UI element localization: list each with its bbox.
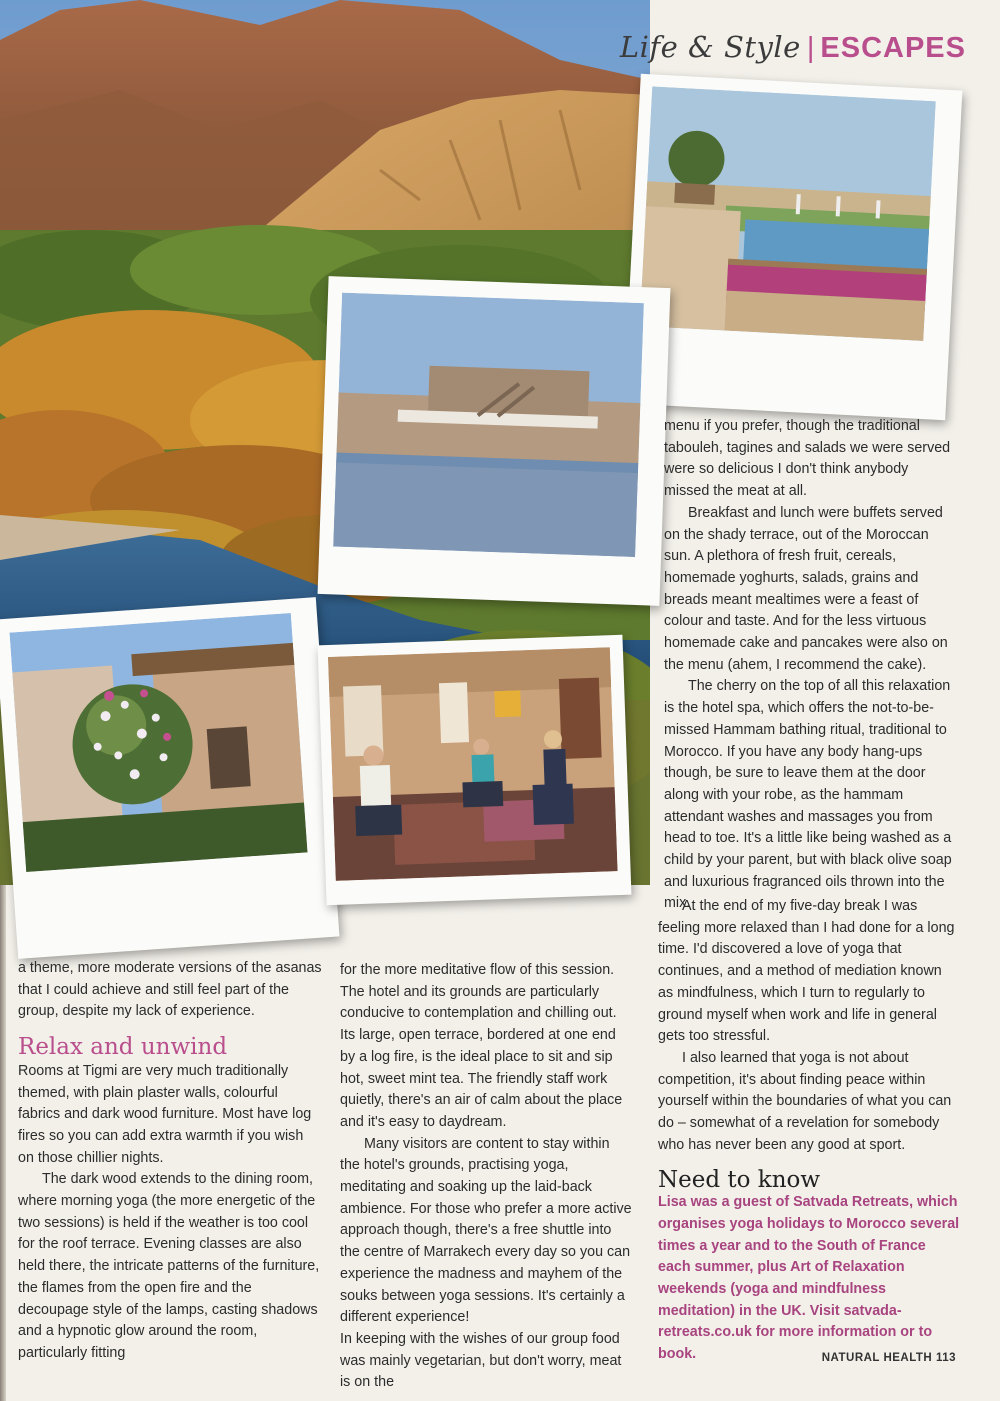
bougainvillea-polaroid [0, 597, 339, 959]
body-paragraph: for the more meditative flow of this session. The hotel and its grounds are particularly conducive to contemplation and chilling out. Its large, open terrace, bordered at one end by a log fire, is the ideal place to sit and sip hot, sweet mint tea. The friendly staff work quietly, there's an air of calm about the place and it's easy to daydream. [340, 962, 623, 1130]
rooftop-pool-photo [333, 293, 644, 557]
page-number: 113 [935, 1352, 956, 1364]
article-column-3 [664, 416, 954, 915]
body-paragraph: Many visitors are content to stay within the hotel's grounds, practising yoga, meditating and soaking up the laid-back ambience. For those who prefer a more active approach though, there's a free shuttle into the centre of Marrakech every day so you can experience the madness and mayhem of the souks between yoga sessions. It's certainly a different experience! [340, 1135, 632, 1326]
body-paragraph: Rooms at Tigmi are very much traditionally themed, with plain plaster walls, colourful fabrics and dark wood furniture. Most have log fires so you can add extra warmth if you wish on those chillier nights. [18, 1062, 312, 1166]
header-separator: | [806, 32, 815, 64]
body-paragraph: The dark wood extends to the dining room, where morning yoga (the more energetic of the two sessions) is held if the weather is too cool for the roof terrace. Evening classes are also held there, the intricate patterns of the furniture, the flames from the open fire and the decoupage style of the lamps, casting shadows and a hypnotic glow around the room, particularly fitting [18, 1171, 320, 1361]
body-paragraph: The cherry on the top of all this relaxation is the hotel spa, which offers the not-to-be-missed Hammam bathing ritual, traditional to Morocco. If you have any body hang-ups though, be sure to leave them at the door along with your robe, as the hammam attendant washes and massages you from head to toe. It's a little like being washed as a child by your parent, but with black olive soap and luxurious fragranced oils thrown into the mix. [664, 678, 952, 912]
magazine-name: NATURAL HEALTH [821, 1352, 933, 1364]
pool-terrace-polaroid [624, 74, 963, 420]
body-paragraph: menu if you prefer, though the traditional tabouleh, tagines and salads we were served were so delicious I don't think anybody missed the meat at all. [664, 418, 951, 500]
article-column-3-lower [658, 896, 960, 1366]
need-to-know-text: Lisa was a guest of Satvada Retreats, which organises yoga holidays to Morocco several times a year and to the South of France each summer, plus Art of Relaxation weekends (yoga and mindfulness meditation) in the UK. Visit satvada-retreats.co.uk for more information or to book. [658, 1194, 960, 1363]
yoga-room-polaroid [318, 635, 632, 905]
body-paragraph: In keeping with the wishes of our group food was mainly vegetarian, but don't worry, meat is on the [340, 1330, 622, 1391]
page-footer [822, 1352, 956, 1364]
yoga-room-photo [328, 647, 618, 881]
section-header [620, 30, 966, 65]
pool-terrace-photo [640, 86, 936, 341]
body-paragraph: I also learned that yoga is not about competition, it's about finding peace within yourself within the boundaries of what you can do – somewhat of a revelation for somebody who has never been any good at sport. [658, 1049, 952, 1153]
article-column-2 [340, 960, 632, 1394]
subheading-relax: Relax and unwind [18, 1034, 228, 1061]
rooftop-pool-polaroid [318, 276, 671, 606]
section-name: Life & Style [619, 30, 801, 64]
body-paragraph: Breakfast and lunch were buffets served on the shady terrace, out of the Moroccan sun. A plethora of fresh fruit, cereals, homemade yoghurts, salads, grains and breads meant mealtimes were a feast of colour and taste. And for the less virtuous homemade cake and pancakes were also on the menu (ahem, I recommend the cake). [664, 504, 948, 673]
body-paragraph: a theme, more moderate versions of the asanas that I could achieve and still feel part of the group, despite my lack of experience. [18, 960, 322, 1020]
body-paragraph: At the end of my five-day break I was feeling more relaxed than I had done for a long time. I'd discovered a love of yoga that continues, and a method of mediation known as mindfulness, which I turn to regularly to ground myself when work and life in general gets too stressful. [658, 898, 955, 1045]
category-name: ESCAPES [820, 32, 966, 64]
article-column-1 [18, 958, 323, 1365]
need-to-know-heading: Need to know [658, 1167, 821, 1194]
bougainvillea-photo [9, 613, 307, 872]
